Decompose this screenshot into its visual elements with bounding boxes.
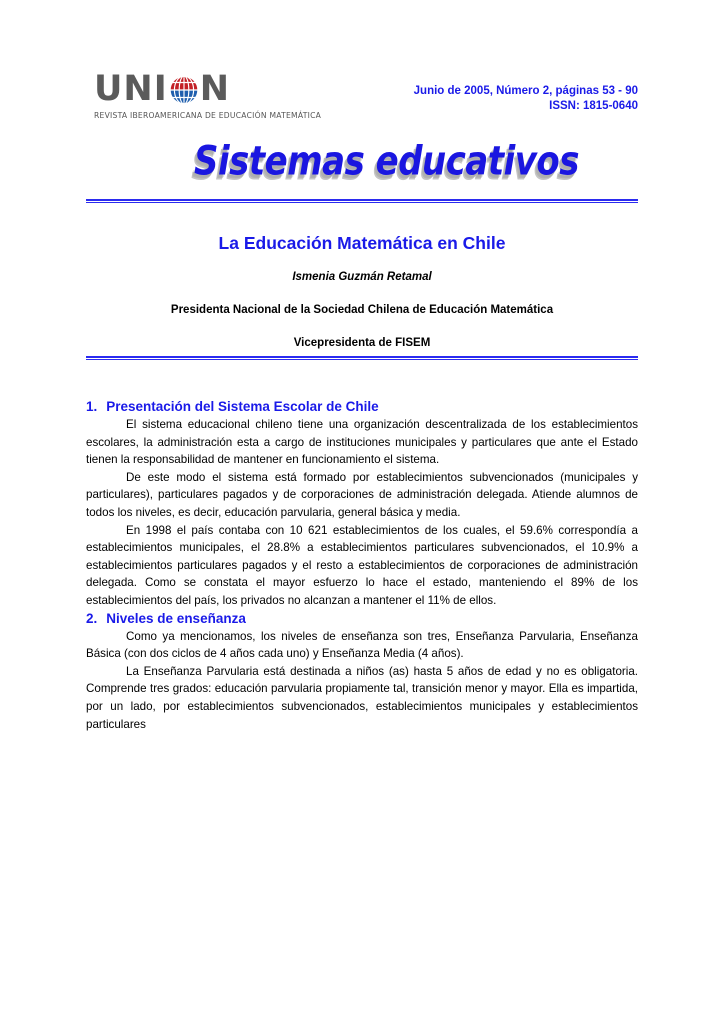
- section-number-1: 1.: [86, 399, 98, 414]
- section-heading-1: [86, 398, 638, 416]
- paragraph-2-1: Como ya mencionamos, los niveles de enseñanza son tres, Enseñanza Parvularia, Enseñanza Básica (con dos ciclos de 4 años cada uno) y Enseñanza Media (4 años).: [86, 629, 638, 661]
- divider-bottom: [86, 356, 638, 360]
- masthead: [86, 68, 638, 130]
- divider-top-thin: [86, 202, 638, 203]
- banner-wordart-title: Sistemas educativos: [194, 138, 580, 186]
- section-heading-2: [86, 610, 638, 628]
- document-body: [86, 398, 638, 733]
- section-title-2: Niveles de enseñanza: [106, 610, 246, 626]
- logo-tagline: REVISTA IBEROAMERICANA DE EDUCACIÓN MATEMÁTICA: [94, 111, 322, 120]
- divider-top: [86, 199, 638, 203]
- globe-icon: [169, 74, 199, 104]
- paragraph-1-1: El sistema educacional chileno tiene una organización descentralizada de los establecimientos escolares, la administración esta a cargo de instituciones municipales y particulares que ante el Estado tienen la responsabilidad de mantener en funcionamiento el sistema.: [86, 418, 638, 467]
- paragraph-1-3: En 1998 el país contaba con 10 621 establecimientos de los cuales, el 59.6% correspondía a establecimientos municipales, el 28.8% a establecimientos particulares subvencionados, el 10.9% a establecimientos particulares pagados y el resto a establecimientos de corporaciones de administración delegada. Como se constata el mayor esfuerzo lo hace el estado, manteniendo el 89% de los establecimientos del país, los privados no alcanzan a mantener el 11% de ellos.: [86, 523, 638, 607]
- issue-line-date: Junio de 2005, Número 2, páginas 53 - 90: [413, 85, 638, 97]
- section-banner: [86, 138, 638, 190]
- issue-info: [414, 84, 638, 114]
- logo-word-pre: UNI: [94, 69, 168, 109]
- title-block: [86, 232, 638, 351]
- journal-logo: [94, 68, 364, 120]
- author-name: Ismenia Guzmán Retamal: [292, 271, 432, 283]
- logo-word-post: N: [199, 69, 231, 109]
- page-title: La Educación Matemática en Chile: [218, 233, 506, 253]
- issue-line-issn: ISSN: 1815-0640: [549, 100, 638, 112]
- divider-bottom-thin: [86, 359, 638, 360]
- section-number-2: 2.: [86, 610, 98, 626]
- logo-wordmark: [94, 68, 364, 108]
- author-affiliation: Presidenta Nacional de la Sociedad Chilena de Educación Matemática: [170, 304, 554, 316]
- author-role: Vicepresidenta de FISEM: [293, 337, 431, 349]
- paragraph-1-2: De este modo el sistema está formado por establecimientos subvencionados (municipales y particulares), particulares pagados y de corporaciones de administración delegada. Atiende alumnos de todos los niveles, es decir, educación parvularia, general básica y media.: [86, 470, 638, 519]
- section-title-1: Presentación del Sistema Escolar de Chile: [106, 399, 379, 414]
- paragraph-2-2: La Enseñanza Parvularia está destinada a niños (as) hasta 5 años de edad y no es obligatoria. Comprende tres grados: educación parvularia propiamente tal, transición menor y mayor. Ella es impartida, por un lado, por establecimientos subvencionados, establecimientos municipales y establecimientos particulares: [86, 664, 638, 731]
